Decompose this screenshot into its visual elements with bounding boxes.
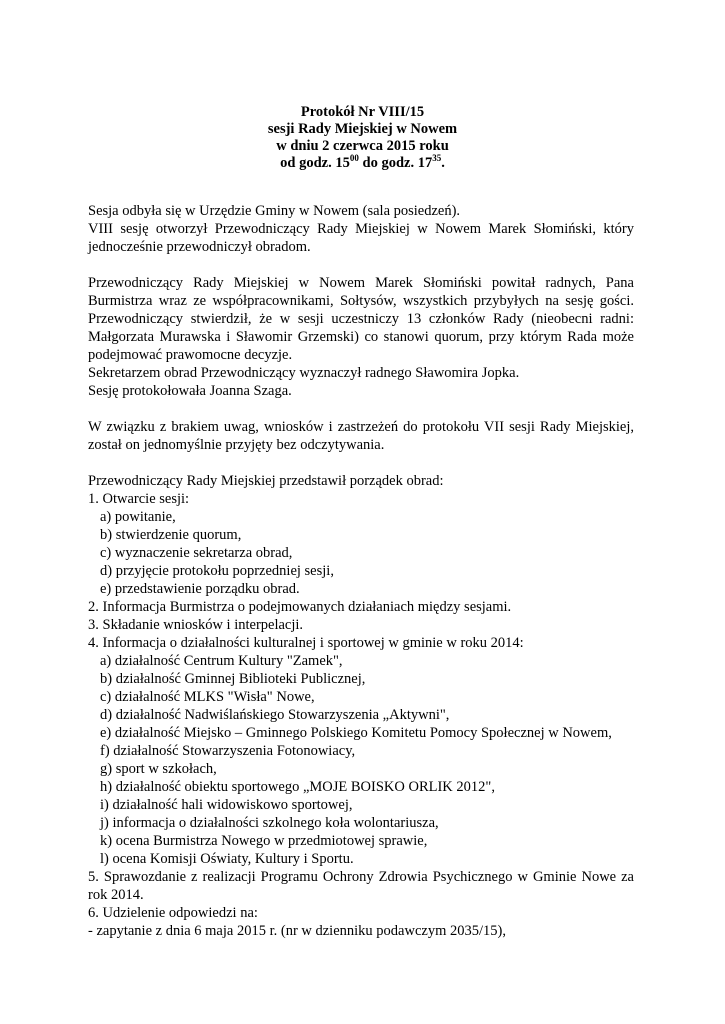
agenda-subitem: f) działalność Stowarzyszenia Fotonowiacy,	[100, 743, 356, 759]
agenda-subitem: d) działalność Nadwiślańskiego Stowarzyszenia „Aktywni",	[100, 707, 450, 723]
agenda-subitem: i) działalność hali widowiskowo sportowej,	[100, 797, 353, 813]
agenda-item: 2. Informacja Burmistrza o podejmowanych działaniach między sesjami.	[88, 599, 512, 615]
agenda-item: 4. Informacja o działalności kulturalnej i sportowej w gminie w roku 2014:	[88, 635, 524, 651]
text-line: Sekretarzem obrad Przewodniczący wyznaczył radnego Sławomira Jopka.	[88, 365, 520, 381]
title-time-text: do godz. 17	[358, 155, 433, 171]
agenda-item: 5. Sprawozdanie z realizacji Programu Ochrony Zdrowia Psychicznego w Gminie Nowe za	[88, 869, 634, 885]
agenda-subitem: a) działalność Centrum Kultury "Zamek",	[100, 653, 343, 669]
title-time-text: .	[441, 155, 445, 171]
text-line: Burmistrza wraz ze współpracownikami, Sołtysów, wszystkich przybyłych na sesję gości.	[88, 293, 634, 309]
agenda-list	[88, 472, 634, 940]
agenda-item: 3. Składanie wniosków i interpelacji.	[88, 617, 304, 633]
title-time-line	[0, 155, 725, 172]
text-line: Sesję protokołowała Joanna Szaga.	[88, 383, 292, 399]
agenda-subitem: j) informacja o działalności szkolnego koła wolontariusza,	[100, 815, 439, 831]
agenda-subitem: b) działalność Gminnej Biblioteki Publicznej,	[100, 671, 366, 687]
agenda-subitem: - zapytanie z dnia 6 maja 2015 r. (nr w dzienniku podawczym 2035/15),	[88, 923, 506, 939]
agenda-subitem: b) stwierdzenie quorum,	[100, 527, 242, 543]
title-line: sesji Rady Miejskiej w Nowem	[267, 121, 458, 137]
title-line: w dniu 2 czerwca 2015 roku	[276, 138, 449, 154]
text-line: został on jednomyślnie przyjęty bez odczytywania.	[88, 437, 385, 453]
welcome-paragraph	[88, 274, 634, 400]
agenda-subitem: e) przedstawienie porządku obrad.	[100, 581, 300, 597]
agenda-subitem: c) działalność MLKS "Wisła" Nowe,	[100, 689, 315, 705]
agenda-item: 6. Udzielenie odpowiedzi na:	[88, 905, 258, 921]
title-time-text: od godz. 15	[280, 155, 350, 171]
agenda-subitem: d) przyjęcie protokołu poprzedniej sesji,	[100, 563, 334, 579]
agenda-subitem: h) działalność obiektu sportowego „MOJE BOISKO ORLIK 2012",	[100, 779, 495, 795]
text-line: podejmować prawomocne decyzje.	[88, 347, 293, 363]
title-time-sup: 35	[432, 153, 442, 164]
document-title	[0, 104, 725, 172]
title-time-sup: 00	[349, 153, 359, 164]
agenda-subitem: e) działalność Miejsko – Gminnego Polskiego Komitetu Pomocy Społecznej w Nowem,	[100, 725, 612, 741]
agenda-subitem: l) ocena Komisji Oświaty, Kultury i Sportu.	[100, 851, 354, 867]
document-body	[88, 202, 634, 940]
minutes-paragraph	[88, 418, 634, 454]
text-line: VIII sesję otworzył Przewodniczący Rady Miejskiej w Nowem Marek Słomiński, który	[88, 221, 634, 237]
agenda-subitem: a) powitanie,	[100, 509, 176, 525]
title-line: Protokół Nr VIII/15	[300, 104, 425, 120]
text-line: Sesja odbyła się w Urzędzie Gminy w Nowem (sala posiedzeń).	[88, 203, 461, 219]
agenda-subitem: g) sport w szkołach,	[100, 761, 217, 777]
agenda-subitem: c) wyznaczenie sekretarza obrad,	[100, 545, 293, 561]
text-line: Przewodniczący Rady Miejskiej w Nowem Marek Słomiński powitał radnych, Pana	[88, 275, 634, 291]
agenda-intro: Przewodniczący Rady Miejskiej przedstawił porządek obrad:	[88, 473, 444, 489]
intro-paragraph	[88, 202, 634, 256]
text-line: W związku z brakiem uwag, wniosków i zastrzeżeń do protokołu VII sesji Rady Miejskiej,	[88, 419, 634, 435]
text-line: jednocześnie przewodniczył obradom.	[88, 239, 311, 255]
text-line: Małgorzata Murawska i Sławomir Grzemski) co stanowi quorum, przy którym Rada może	[88, 329, 634, 345]
agenda-subitem: k) ocena Burmistrza Nowego w przedmiotowej sprawie,	[100, 833, 428, 849]
text-line: Przewodniczący stwierdził, że w sesji uczestniczy 13 członków Rady (nieobecni radni:	[88, 311, 634, 327]
agenda-item: rok 2014.	[88, 887, 144, 903]
agenda-item: 1. Otwarcie sesji:	[88, 491, 190, 507]
